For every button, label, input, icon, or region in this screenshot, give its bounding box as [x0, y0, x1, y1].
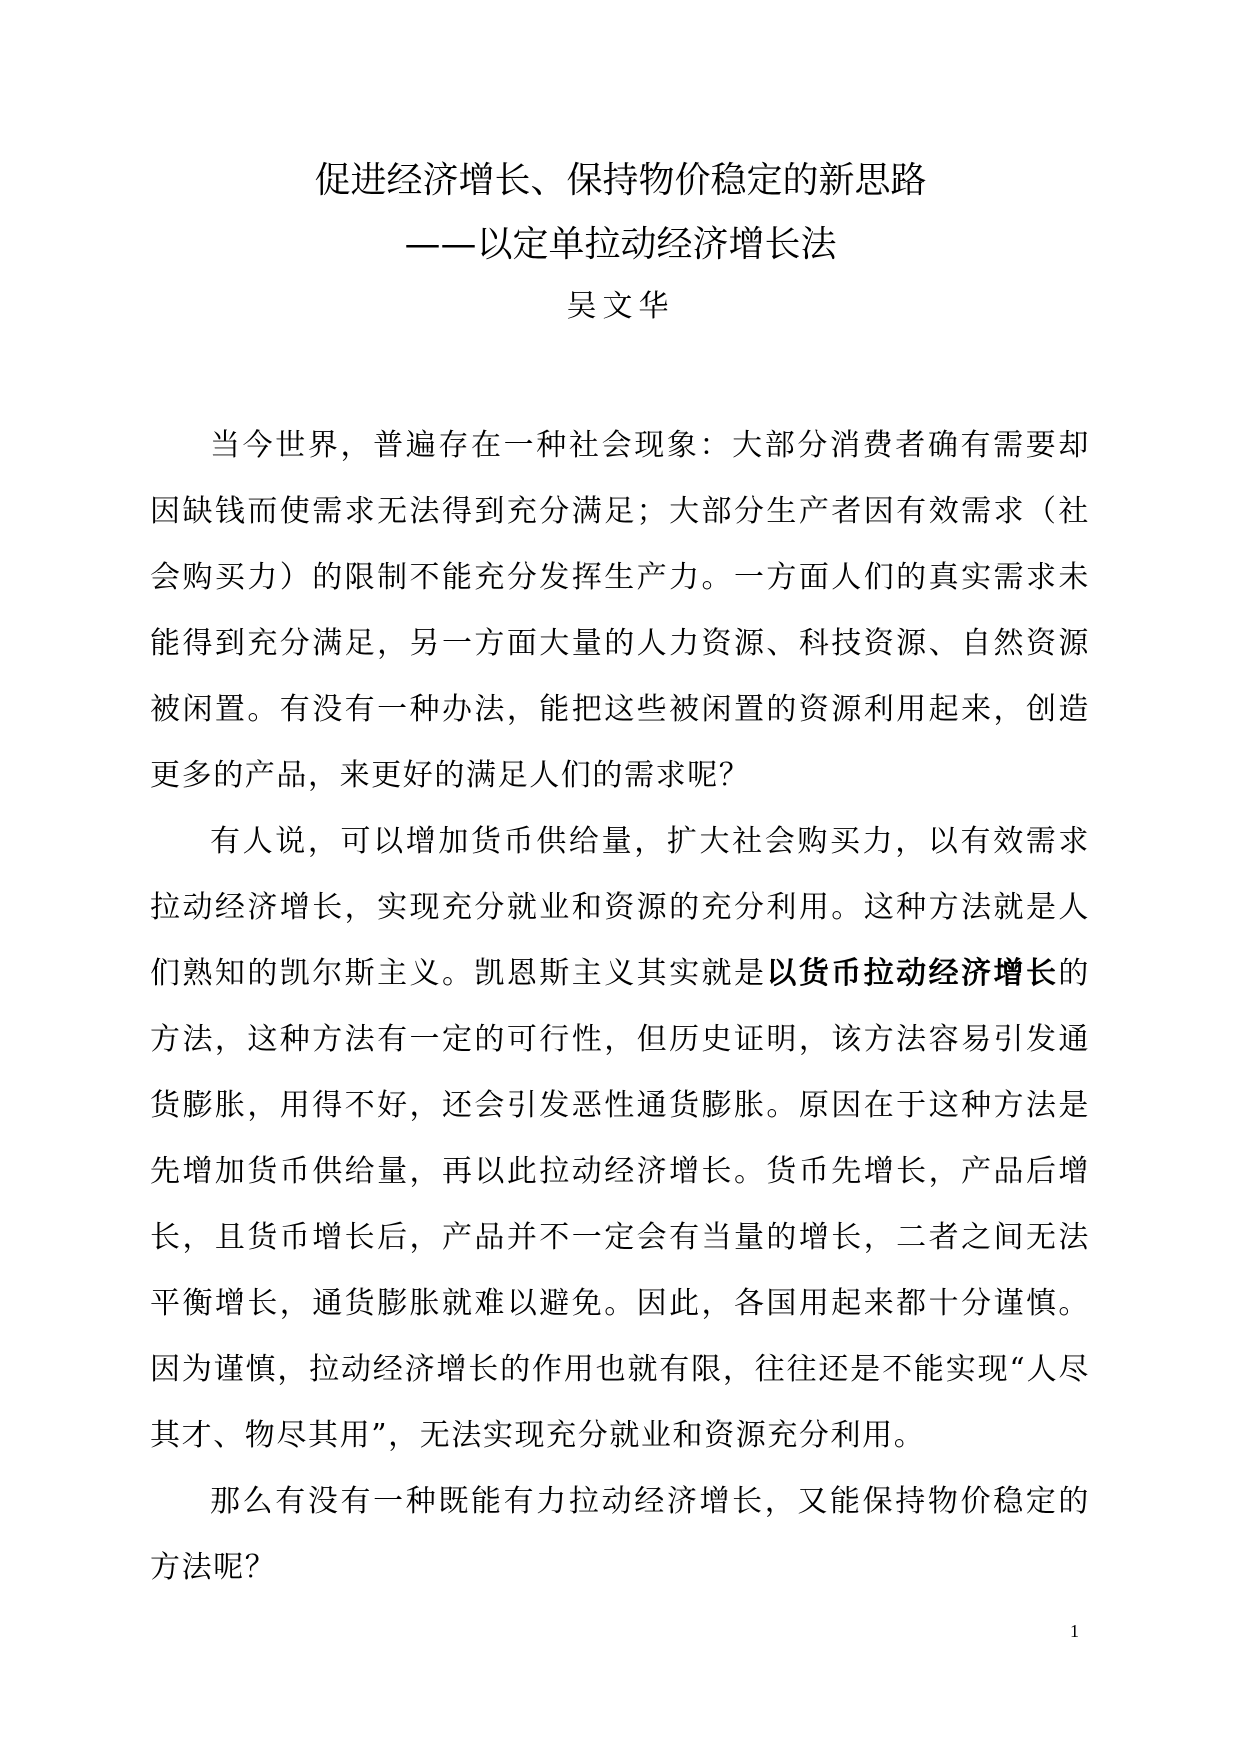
document-title: 促进经济增长、保持物价稳定的新思路 [314, 160, 927, 201]
paragraph-1: 当今世界，普遍存在一种社会现象：大部分消费者确有需要却因缺钱而使需求无法得到充分满足；大部分生产者因有效需求（社会购买力）的限制不能充分发挥生产力。一方面人们的真实需求未能得到充分满足，另一方面大量的人力资源、科技资源、自然资源被闲置。有没有一种办法，能把这些被闲置的资源利用起来，创造更多的产品，来更好的满足人们的需求呢？ [150, 428, 1090, 793]
paragraph-2-emphasis: 以货币拉动经济增长 [766, 956, 1059, 991]
document-subtitle: ——以定单拉动经济增长法 [404, 224, 837, 265]
body-text [150, 413, 1090, 1601]
author-name: 吴文华 [566, 289, 675, 324]
paragraph-2 [150, 809, 1090, 1469]
paragraph-2-text-after: 的方法，这种方法有一定的可行性，但历史证明，该方法容易引发通货膨胀，用得不好，还会引发恶性通货膨胀。原因在于这种方法是先增加货币供给量，再以此拉动经济增长。货币先增长，产品后增长，且货币增长后，产品并不一定会有当量的增长，二者之间无法平衡增长，通货膨胀就难以避免。因此，各国用起来都十分谨慎。因为谨慎，拉动经济增长的作用也就有限，往往还是不能实现“人尽其才、物尽其用”，无法实现充分就业和资源充分利用。 [150, 956, 1090, 1453]
paragraph-2-text-before: 有人说，可以增加货币供给量，扩大社会购买力，以有效需求拉动经济增长，实现充分就业和资源的充分利用。这种方法就是人们熟知的凯尔斯主义。凯恩斯主义其实就是 [150, 824, 1090, 991]
paragraph-3: 那么有没有一种既能有力拉动经济增长，又能保持物价稳定的方法呢？ [150, 1484, 1090, 1585]
page-number: 1 [1070, 1621, 1079, 1641]
